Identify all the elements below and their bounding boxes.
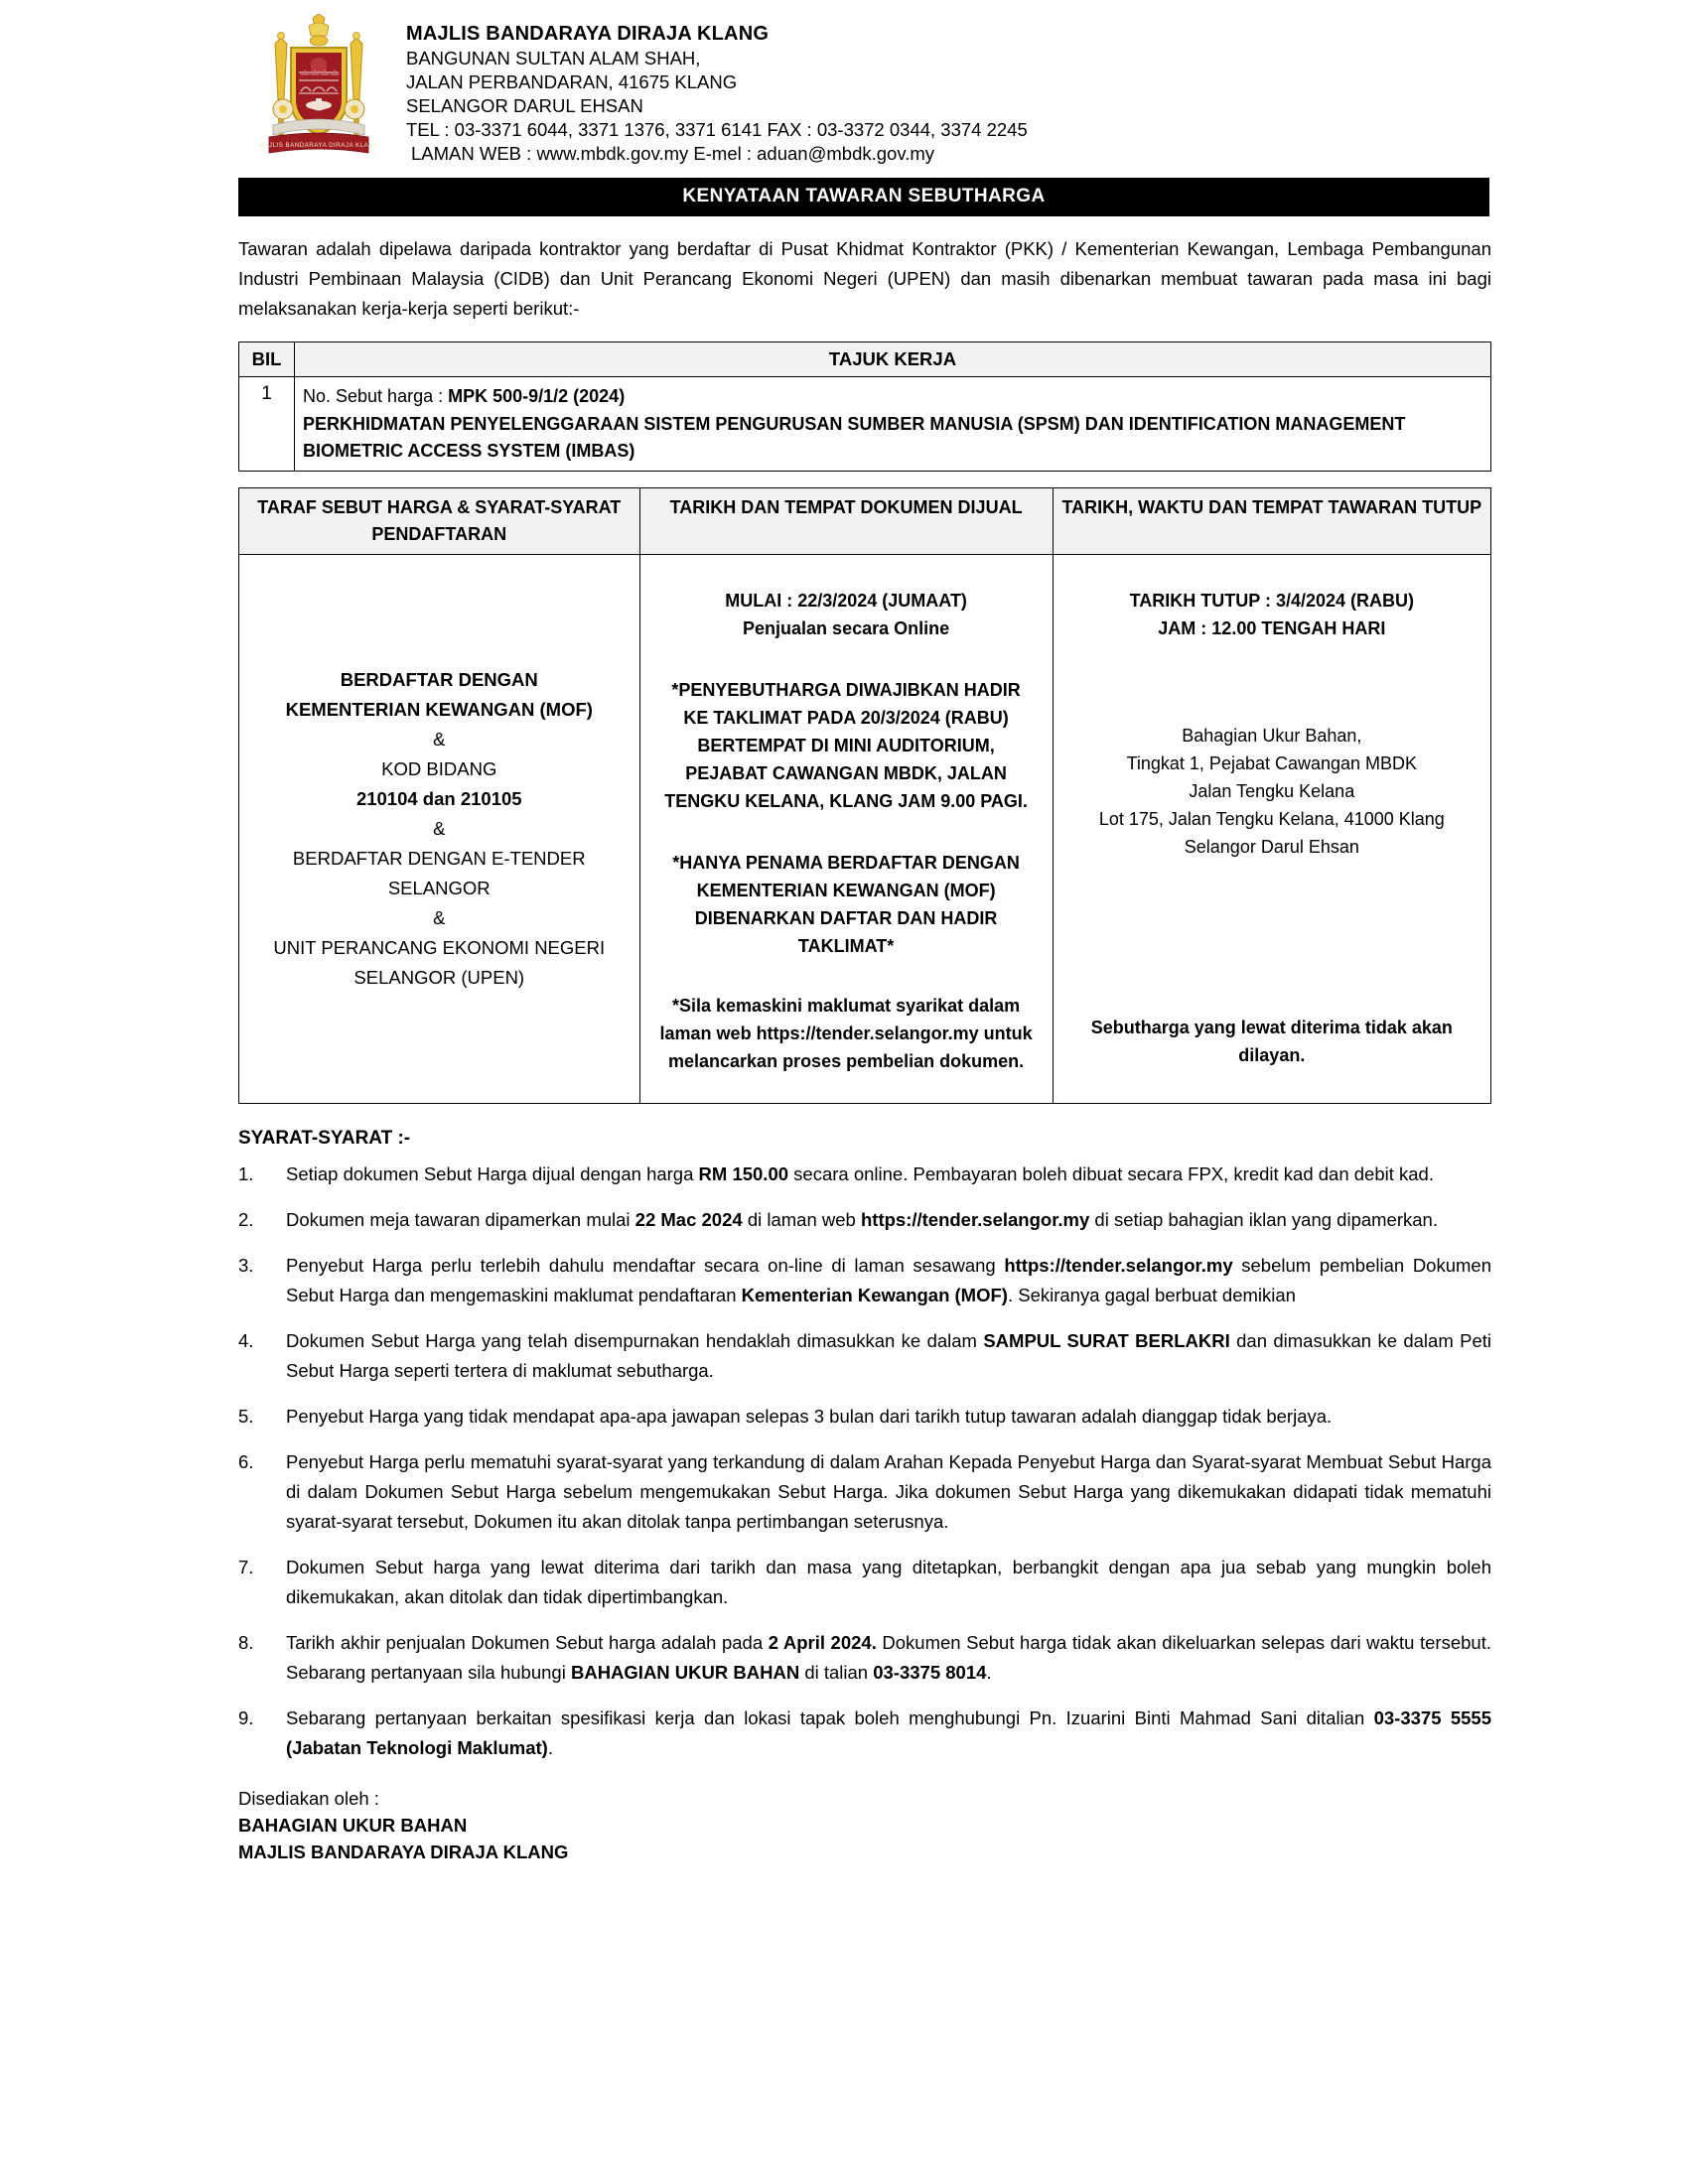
address-floor: Tingkat 1, Pejabat Cawangan MBDK: [1126, 753, 1418, 773]
condition-emphasis: https://tender.selangor.my: [860, 1209, 1090, 1230]
table-row: [239, 377, 1491, 472]
condition-item: [238, 1553, 1491, 1612]
condition-text: [286, 1628, 1491, 1688]
sale-date-place-cell: [639, 555, 1053, 1104]
sale-start-date: MULAI : 22/3/2024 (JUMAAT): [725, 591, 967, 611]
condition-emphasis: RM 150.00: [698, 1163, 789, 1184]
address-line-3: SELANGOR DARUL EHSAN: [406, 95, 643, 116]
condition-text: [286, 1251, 1491, 1310]
condition-text: [286, 1447, 1491, 1537]
details-header-row: [239, 488, 1491, 555]
condition-run: di laman web: [742, 1209, 861, 1230]
organization-name: MAJLIS BANDARAYA DIRAJA KLANG: [406, 23, 770, 45]
condition-emphasis: BAHAGIAN UKUR BAHAN: [570, 1662, 800, 1683]
condition-number: 6.: [238, 1451, 254, 1472]
condition-emphasis: https://tender.selangor.my: [1004, 1255, 1233, 1276]
web-email-line: LAMAN WEB : www.mbdk.gov.my E-mel : aduan@mbdk.gov.my: [411, 143, 934, 164]
signoff-block: [238, 1785, 1688, 1865]
reg-line-5: BERDAFTAR DENGAN E-TENDER SELANGOR: [292, 848, 586, 898]
company-update-notice: *Sila kemaskini maklumat syarikat dalam laman web https://tender.selangor.my untuk melancarkan proses pembelian dokumen.: [659, 996, 1033, 1071]
condition-item: [238, 1628, 1491, 1688]
condition-text: [286, 1402, 1491, 1432]
submission-address: [1071, 722, 1473, 861]
intro-paragraph: Tawaran adalah dipelawa daripada kontraktor yang berdaftar di Pusat Khidmat Kontraktor (PKK) / Kementerian Kewangan, Lembaga Pembangunan Industri Pembinaan Malaysia (CIDB) dan Unit Perancang Ekonomi Negeri (UPEN) dan masih dibenarkan membuat tawaran pada masa ini bagi melaksanakan kerja-kerja seperti berikut:-: [238, 238, 1491, 319]
condition-number: 5.: [238, 1406, 254, 1427]
condition-item: [238, 1402, 1491, 1432]
prepared-by-label: Disediakan oleh :: [238, 1788, 379, 1809]
row-number: 1: [239, 377, 295, 472]
condition-run: di talian: [799, 1662, 874, 1683]
reg-line-6: UNIT PERANCANG EKONOMI NEGERI SELANGOR (UPEN): [273, 937, 606, 988]
condition-text: [286, 1326, 1491, 1386]
briefing-notice: *PENYEBUTHARGA DIWAJIBKAN HADIR KE TAKLIMAT PADA 20/3/2024 (RABU) BERTEMPAT DI MINI AUDITORIUM, PEJABAT CAWANGAN MBDK, JALAN TENGKU KELANA, KLANG JAM 9.00 PAGI.: [664, 680, 1028, 811]
work-description-cell: [295, 377, 1491, 472]
condition-item: [238, 1326, 1491, 1386]
address-line-1: BANGUNAN SULTAN ALAM SHAH,: [406, 48, 701, 68]
reg-amp-3: &: [433, 907, 446, 928]
condition-run: Tarikh akhir penjualan Dokumen Sebut harga adalah pada: [286, 1632, 769, 1653]
column-header-taraf-syarat: TARAF SEBUT HARGA & SYARAT-SYARAT PENDAFTARAN: [239, 488, 640, 555]
address-dept: Bahagian Ukur Bahan,: [1182, 726, 1362, 746]
mof-registration-notice: *HANYA PENAMA BERDAFTAR DENGAN KEMENTERIAN KEWANGAN (MOF) DIBENARKAN DAFTAR DAN HADIR TAKLIMAT*: [672, 853, 1020, 956]
reference-number: MPK 500-9/1/2 (2024): [448, 386, 626, 406]
condition-number: 4.: [238, 1330, 254, 1351]
registration-requirements-cell: [239, 555, 640, 1104]
condition-number: 7.: [238, 1557, 254, 1577]
column-header-tarikh-waktu-tutup: TARIKH, WAKTU DAN TEMPAT TAWARAN TUTUP: [1053, 488, 1490, 555]
sale-mode: Penjualan secara Online: [743, 618, 950, 638]
reg-amp-1: &: [433, 729, 446, 750]
letterhead: [0, 0, 1688, 166]
condition-run: secara online. Pembayaran boleh dibuat secara FPX, kredit kad dan debit kad.: [788, 1163, 1434, 1184]
condition-item: [238, 1160, 1491, 1189]
condition-item: [238, 1251, 1491, 1310]
condition-text: [286, 1160, 1491, 1189]
column-header-bil: BIL: [239, 342, 295, 377]
address-lot: Lot 175, Jalan Tengku Kelana, 41000 Klang: [1098, 809, 1445, 829]
condition-run: .: [547, 1737, 553, 1758]
condition-text: [286, 1205, 1491, 1235]
svg-text:MAJLIS BANDARAYA DIRAJA KLANG: MAJLIS BANDARAYA DIRAJA KLANG: [258, 142, 379, 149]
condition-emphasis: 03-3375 5555 (Jabatan Teknologi Maklumat): [286, 1707, 1491, 1758]
condition-run: dan dimasukkan ke dalam Peti Sebut Harga seperti tertera di maklumat sebutharga.: [286, 1330, 1491, 1381]
municipal-crest-icon: [253, 14, 384, 161]
condition-run: di setiap bahagian iklan yang dipamerkan.: [1089, 1209, 1438, 1230]
preparing-department: BAHAGIAN UKUR BAHAN: [238, 1815, 468, 1836]
condition-run: Dokumen Sebut Harga yang telah disempurnakan hendaklah dimasukkan ke dalam: [286, 1330, 984, 1351]
address-state: Selangor Darul Ehsan: [1184, 837, 1359, 857]
table-header-row: [239, 342, 1491, 377]
closing-date-place-cell: [1053, 555, 1490, 1104]
contact-line: TEL : 03-3371 6044, 3371 1376, 3371 6141 FAX : 03-3372 0344, 3374 2245: [406, 119, 1028, 140]
condition-item: [238, 1447, 1491, 1537]
column-header-tarikh-tempat-dijual: TARIKH DAN TEMPAT DOKUMEN DIJUAL: [639, 488, 1053, 555]
reg-amp-2: &: [433, 818, 446, 839]
condition-run: Setiap dokumen Sebut Harga dijual dengan harga: [286, 1163, 699, 1184]
condition-run: sebelum pembelian Dokumen Sebut Harga dan mengemaskini maklumat pendaftaran: [286, 1255, 1491, 1305]
address-street: Jalan Tengku Kelana: [1189, 781, 1355, 801]
reg-line-2: KEMENTERIAN KEWANGAN (MOF): [285, 699, 593, 720]
address-line-2: JALAN PERBANDARAN, 41675 KLANG: [406, 71, 738, 92]
conditions-heading: SYARAT-SYARAT :-: [238, 1128, 411, 1149]
details-content-row: [239, 555, 1491, 1104]
condition-emphasis: SAMPUL SURAT BERLAKRI: [983, 1330, 1230, 1351]
condition-number: 3.: [238, 1255, 254, 1276]
work-items-table: [238, 341, 1491, 472]
condition-emphasis: 2 April 2024.: [768, 1632, 877, 1653]
late-submission-notice: Sebutharga yang lewat diterima tidak akan dilayan.: [1090, 1018, 1453, 1065]
condition-emphasis: Kementerian Kewangan (MOF): [741, 1285, 1008, 1305]
column-header-tajuk-kerja: TAJUK KERJA: [295, 342, 1491, 377]
condition-text: [286, 1704, 1491, 1763]
condition-run: Dokumen meja tawaran dipamerkan mulai: [286, 1209, 635, 1230]
condition-run: Penyebut Harga yang tidak mendapat apa-apa jawapan selepas 3 bulan dari tarikh tutup tawaran adalah dianggap tidak berjaya.: [286, 1406, 1333, 1427]
reg-line-4: 210104 dan 210105: [355, 788, 522, 809]
condition-run: .: [986, 1662, 992, 1683]
reference-label: No. Sebut harga :: [303, 386, 449, 406]
condition-emphasis: 22 Mac 2024: [634, 1209, 743, 1230]
organization-details: [384, 14, 1028, 166]
preparing-council: MAJLIS BANDARAYA DIRAJA KLANG: [238, 1842, 569, 1862]
condition-run: Sebarang pertanyaan berkaitan spesifikasi kerja dan lokasi tapak boleh menghubungi Pn. Izuarini Binti Mahmad Sani ditalian: [286, 1707, 1374, 1728]
work-title: PERKHIDMATAN PENYELENGGARAAN SISTEM PENGURUSAN SUMBER MANUSIA (SPSM) DAN IDENTIFICATION MANAGEMENT BIOMETRIC ACCESS SYSTEM (IMBAS): [303, 414, 1406, 461]
condition-item: [238, 1205, 1491, 1235]
notice-title-banner: KENYATAAN TAWARAN SEBUTHARGA: [238, 178, 1489, 216]
condition-run: Dokumen Sebut harga yang lewat diterima dari tarikh dan masa yang ditetapkan, berbangkit dengan apa jua sebab yang mungkin boleh dikemukakan, akan ditolak dan tidak dipertimbangkan.: [286, 1557, 1491, 1607]
condition-text: [286, 1553, 1491, 1612]
closing-date: TARIKH TUTUP : 3/4/2024 (RABU): [1129, 591, 1414, 611]
condition-number: 1.: [238, 1163, 254, 1184]
condition-number: 9.: [238, 1707, 254, 1728]
condition-run: Penyebut Harga perlu mematuhi syarat-syarat yang terkandung di dalam Arahan Kepada Penyebut Harga dan Syarat-syarat Membuat Sebut Harga di dalam Dokumen Sebut Harga sebelum mengemukakan Sebut Harga. Jika dokumen Sebut Harga yang dikemukakan didapati tidak mematuhi syarat-syarat tersebut, Dokumen itu akan ditolak tanpa pertimbangan seterusnya.: [286, 1451, 1491, 1532]
condition-item: [238, 1704, 1491, 1763]
condition-number: 2.: [238, 1209, 254, 1230]
condition-run: Dokumen Sebut harga tidak akan dikeluarkan selepas dari waktu tersebut. Sebarang pertanyaan sila hubungi: [286, 1632, 1491, 1683]
reg-line-3: KOD BIDANG: [381, 758, 497, 779]
condition-number: 8.: [238, 1632, 254, 1653]
conditions-list: [238, 1160, 1491, 1763]
condition-run: . Sekiranya gagal berbuat demikian: [1007, 1285, 1296, 1305]
closing-time: JAM : 12.00 TENGAH HARI: [1158, 618, 1386, 638]
condition-run: Penyebut Harga perlu terlebih dahulu mendaftar secara on-line di laman sesawang: [286, 1255, 1005, 1276]
reg-line-1: BERDAFTAR DENGAN: [340, 669, 538, 690]
tender-details-table: [238, 487, 1491, 1104]
condition-emphasis: 03-3375 8014: [873, 1662, 987, 1683]
